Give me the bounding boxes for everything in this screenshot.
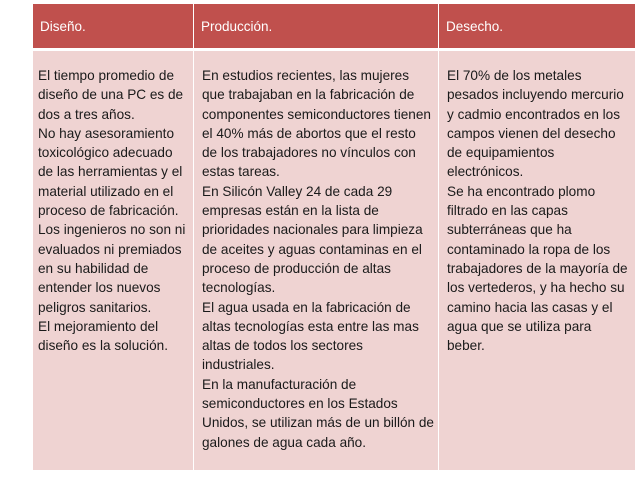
produccion-paragraph: En Silicón Valley 24 de cada 29 empresas están en la lista de prioridades nacionales para limpieza de aceites y aguas contaminas en el proceso de producción de altas tecnologías. [202, 183, 423, 296]
header-desecho: Desecho. [439, 4, 636, 50]
diseno-paragraph: No hay asesoramiento toxicológico adecuado de las herramientas y el material utilizado en el proceso de fabricación. [38, 125, 183, 219]
body-row [33, 50, 636, 471]
produccion-paragraph: El agua usada en la fabricación de altas tecnologías esta entre las mas altas de todos los sectores industriales. [202, 299, 419, 373]
diseno-paragraph: El mejoramiento del diseño es la solución. [38, 318, 168, 354]
header-row [33, 4, 636, 50]
cell-diseno [33, 50, 194, 471]
desecho-paragraph: El 70% de los metales pesados incluyendo mercurio y cadmio encontrados en los campos vienen del desecho de equipamientos electrónicos. [447, 68, 624, 180]
cell-desecho [439, 50, 636, 471]
diseno-paragraph: Los ingenieros no son ni evaluados ni premiados en su habilidad de entender los nuevos peligros sanitarios. [38, 222, 186, 315]
produccion-paragraph: En estudios recientes, las mujeres que trabajaban en la fabricación de componentes semiconductores tienen el 40% más de abortos que el resto de los trabajadores no vínculos con estas tareas. [202, 68, 431, 180]
desecho-paragraph: Se ha encontrado plomo filtrado en las capas subterráneas que ha contaminado la ropa de los trabajadores de la mayoría de los vertederos, y ha hecho su camino hacia las casas y el agua que se utiliza para beber. [447, 183, 628, 354]
header-diseno: Diseño. [33, 4, 194, 50]
produccion-paragraph: En la manufacturación de semiconductores en los Estados Unidos, se utilizan más de un billón de galones de agua cada año. [202, 376, 434, 450]
cell-produccion [194, 50, 439, 471]
comparison-table [32, 4, 636, 470]
diseno-paragraph: El tiempo promedio de diseño de una PC es de dos a tres años. [38, 68, 184, 122]
header-produccion: Producción. [194, 4, 439, 50]
